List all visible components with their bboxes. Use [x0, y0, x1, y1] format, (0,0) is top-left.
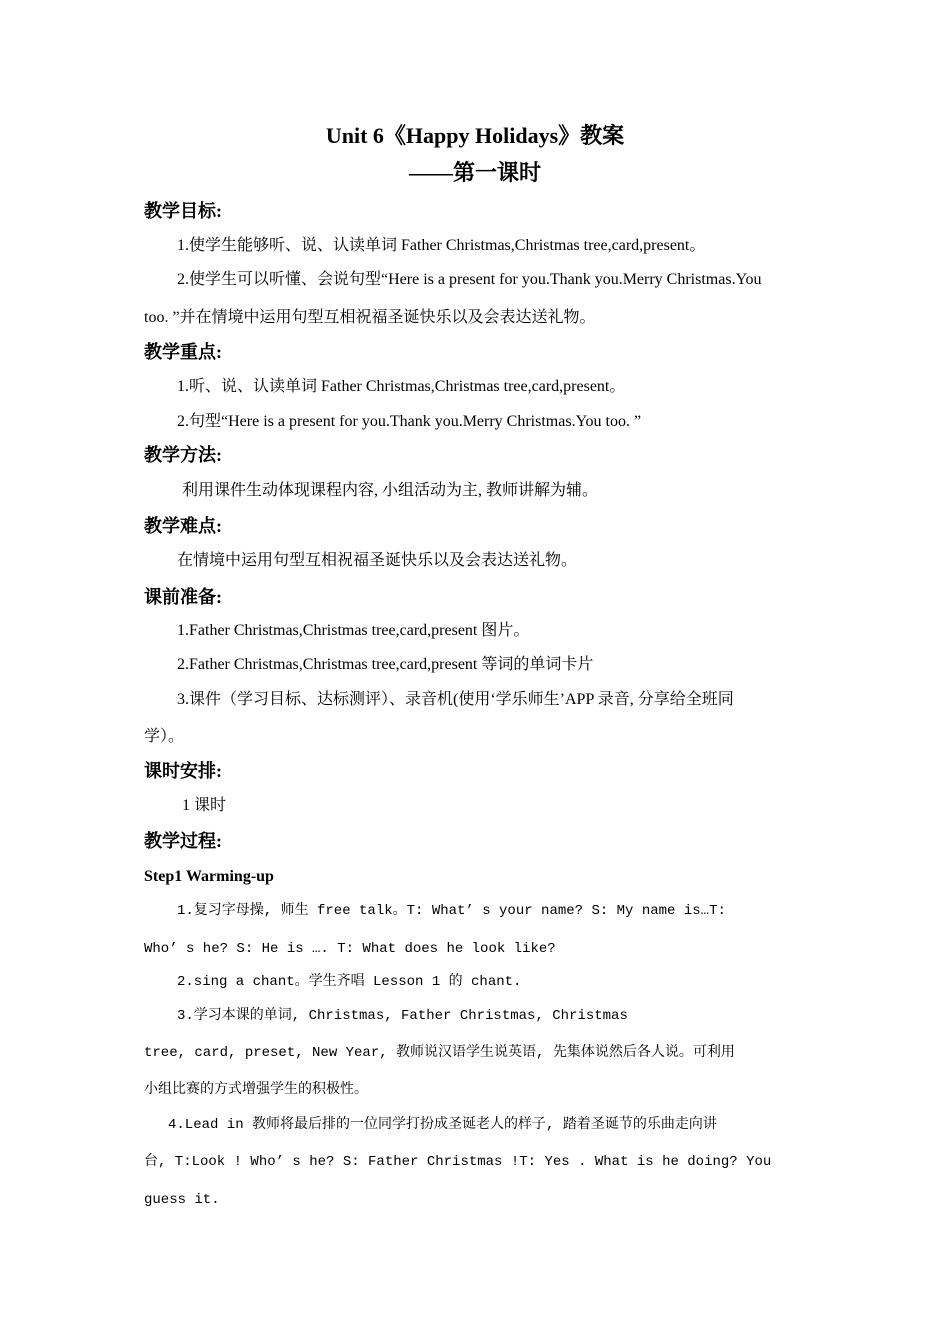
difficulties-heading: 教学难点:: [144, 516, 222, 536]
document-title: Unit 6《Happy Holidays》教案: [325, 123, 625, 148]
key-points-item-2: 2.句型“Here is a present for you.Thank you.Merry Christmas.You too. ”: [177, 413, 642, 430]
schedule-text: 1 课时: [182, 797, 227, 814]
process-paragraph-4-line-2: 台, T:Look ! Who’ s he? S: Father Christmas !T: Yes . What is he doing? You: [144, 1154, 772, 1170]
key-points-item-1: 1.听、说、认读单词 Father Christmas,Christmas tree,card,present。: [177, 378, 626, 395]
process-paragraph-1-line-1: 1.复习字母操, 师生 free talk。T: What’ s your name? S: My name is…T:: [177, 903, 726, 919]
process-paragraph-4-line-1: 4.Lead in 教师将最后排的一位同学打扮成圣诞老人的样子, 踏着圣诞节的乐曲走向讲: [168, 1117, 717, 1133]
process-paragraph-2: 2.sing a chant。学生齐唱 Lesson 1 的 chant.: [177, 974, 522, 990]
process-paragraph-3-line-2: tree, card, preset, New Year, 教师说汉语学生说英语, 先集体说然后各人说。可利用: [144, 1045, 735, 1061]
preparation-item-3-line-1: 3.课件（学习目标、达标测评）、录音机(使用‘学乐师生’APP 录音, 分享给全班同: [177, 691, 734, 708]
step1-title: Step1 Warming-up: [144, 868, 274, 885]
objectives-item-2-line-2: too. ”并在情境中运用句型互相祝福圣诞快乐以及会表达送礼物。: [144, 309, 596, 326]
process-paragraph-1-line-2: Who’ s he? S: He is …. T: What does he look like?: [144, 941, 556, 957]
objectives-heading: 教学目标:: [144, 201, 222, 221]
process-paragraph-3-line-1: 3.学习本课的单词, Christmas, Father Christmas, Christmas: [177, 1008, 628, 1024]
process-paragraph-3-line-3: 小组比赛的方式增强学生的积极性。: [144, 1082, 368, 1098]
methods-text: 利用课件生动体现课程内容, 小组活动为主, 教师讲解为辅。: [182, 482, 599, 499]
preparation-item-1: 1.Father Christmas,Christmas tree,card,present 图片。: [177, 622, 530, 639]
preparation-item-2: 2.Father Christmas,Christmas tree,card,present 等词的单词卡片: [177, 656, 594, 673]
process-paragraph-4-line-3: guess it.: [144, 1192, 220, 1208]
difficulties-text: 在情境中运用句型互相祝福圣诞快乐以及会表达送礼物。: [177, 552, 578, 569]
objectives-item-2-line-1: 2.使学生可以听懂、会说句型“Here is a present for you.Thank you.Merry Christmas.You: [177, 271, 762, 288]
schedule-heading: 课时安排:: [144, 761, 222, 781]
methods-heading: 教学方法:: [144, 445, 222, 465]
document-subtitle: ——第一课时: [408, 160, 541, 185]
objectives-item-1: 1.使学生能够听、说、认读单词 Father Christmas,Christmas tree,card,present。: [177, 237, 706, 254]
key-points-heading: 教学重点:: [144, 342, 222, 362]
preparation-item-3-line-2: 学）。: [144, 728, 185, 745]
preparation-heading: 课前准备:: [144, 587, 222, 607]
process-heading: 教学过程:: [144, 831, 222, 851]
